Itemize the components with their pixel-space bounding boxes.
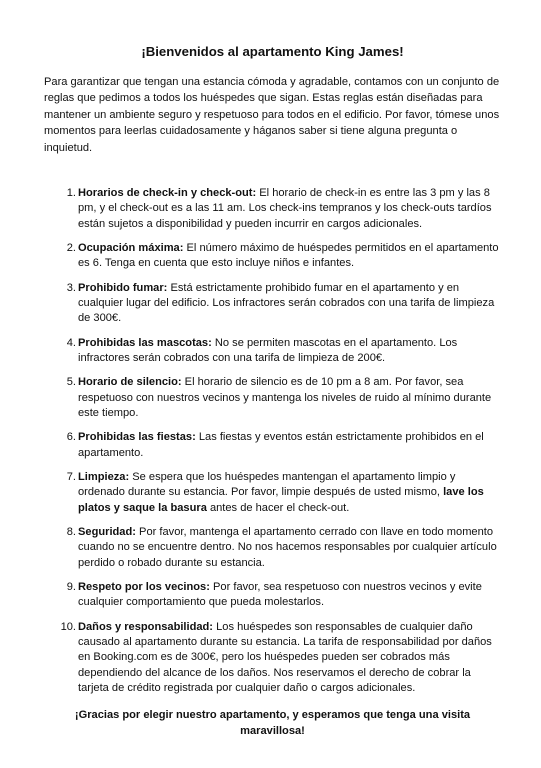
rules-list: [44, 186, 501, 697]
rule-heading: Horarios de check-in y check-out:: [78, 187, 257, 200]
rule-number: 6.: [66, 431, 76, 444]
rule-text: El horario de check-in es entre las 3 pm y las 8 pm, y el check-out es a las 11 am. Los check-ins tempranos y los check-outs tardíos están sujetos a disponibilidad y pueden incurrir en cargos adicionales.: [78, 187, 492, 230]
rule-item-7: [66, 470, 501, 516]
rule-number: 1.: [66, 187, 76, 200]
rule-number: 4.: [66, 336, 76, 349]
rule-heading: Horario de silencio:: [78, 376, 182, 389]
rule-text: Los huéspedes son responsables de cualquier daño causado al apartamento durante su estancia. La tarifa de responsabilidad por daños en Booking.com es de 300€, pero los huéspedes pueden ser cobrados más dependiendo del alcance de los daños. Nos reservamos el derecho de cobrar la tarjeta de crédito registrada por cualquier daño o cargos adicionales.: [78, 620, 492, 695]
rule-item-10: [60, 620, 501, 697]
rule-text: El número máximo de huéspedes permitidos en el apartamento es 6. Tenga en cuenta que esto incluye niños e infantes.: [78, 242, 499, 270]
rule-heading: Respeto por los vecinos:: [78, 580, 210, 593]
rule-heading: Limpieza:: [78, 470, 130, 483]
rule-text: Por favor, sea respetuoso con nuestros vecinos y evite cualquier comportamiento que pueda molestarlos.: [78, 580, 482, 609]
rule-item-3: [66, 281, 501, 327]
rule-text: El horario de silencio es de 10 pm a 8 am. Por favor, sea respetuoso con nuestros vecinos y mantenga los niveles de ruido al mínimo durante este tiempo.: [78, 376, 492, 420]
rule-number: 10.: [60, 620, 76, 633]
rule-item-9: [66, 580, 501, 611]
rule-bold-inline: lave los platos y saque la basura: [78, 486, 484, 514]
rule-text: Se espera que los huéspedes mantengan el apartamento limpio y ordenado durante su estancia. Por favor, limpie después de usted mismo,: [78, 470, 456, 499]
rule-heading: Prohibido fumar:: [78, 281, 168, 294]
rule-number: 8.: [66, 525, 76, 538]
rule-number: 2.: [66, 242, 76, 255]
rule-number: 5.: [66, 376, 76, 389]
rule-heading: Daños y responsabilidad:: [78, 620, 214, 633]
rule-text: Las fiestas y eventos están estrictamente prohibidos en el apartamento.: [78, 431, 484, 459]
rule-heading: Seguridad:: [78, 525, 136, 538]
rule-heading: Prohibidas las fiestas:: [78, 431, 196, 444]
rule-text-after: antes de hacer el check-out.: [209, 501, 350, 514]
rule-item-6: [66, 430, 501, 461]
rule-heading: Ocupación máxima:: [78, 242, 184, 255]
rule-text: No se permiten mascotas en el apartamento. Los infractores serán cobrados con una tarifa de limpieza de 200€.: [78, 336, 458, 365]
rule-heading: Prohibidas las mascotas:: [78, 336, 212, 349]
rule-number: 7.: [66, 470, 76, 483]
rule-text: Por favor, mantenga el apartamento cerrado con llave en todo momento cuando no se encuentre dentro. No nos hacemos responsables por cualquier artículo perdido o robado durante su estancia.: [78, 525, 497, 569]
rule-item-1: [66, 186, 501, 232]
intro-paragraph: Para garantizar que tengan una estancia cómoda y agradable, contamos con un conjunto de reglas que pedimos a todos los huéspedes que sigan. Estas reglas están diseñadas para mantener un ambiente seguro y respetuoso para todos en el edificio. Por favor, tómese unos momentos para leerlas cuidadosamente y háganos saber si tiene alguna pregunta o inquietud.: [44, 76, 500, 154]
closing-message: ¡Gracias por elegir nuestro apartamento, y esperamos que tenga una visita maravillosa!: [74, 708, 471, 737]
rule-item-2: [66, 241, 501, 272]
rule-item-5: [66, 375, 501, 421]
rule-number: 3.: [66, 281, 76, 294]
rule-item-8: [66, 525, 501, 571]
document-title: ¡Bienvenidos al apartamento King James!: [141, 44, 404, 59]
rule-item-4: [66, 336, 501, 367]
rule-number: 9.: [66, 580, 76, 593]
rule-text: Está estrictamente prohibido fumar en el apartamento y en cualquier lugar del edificio. Los infractores serán cobrados con una tarifa de limpieza de 300€.: [78, 281, 495, 325]
